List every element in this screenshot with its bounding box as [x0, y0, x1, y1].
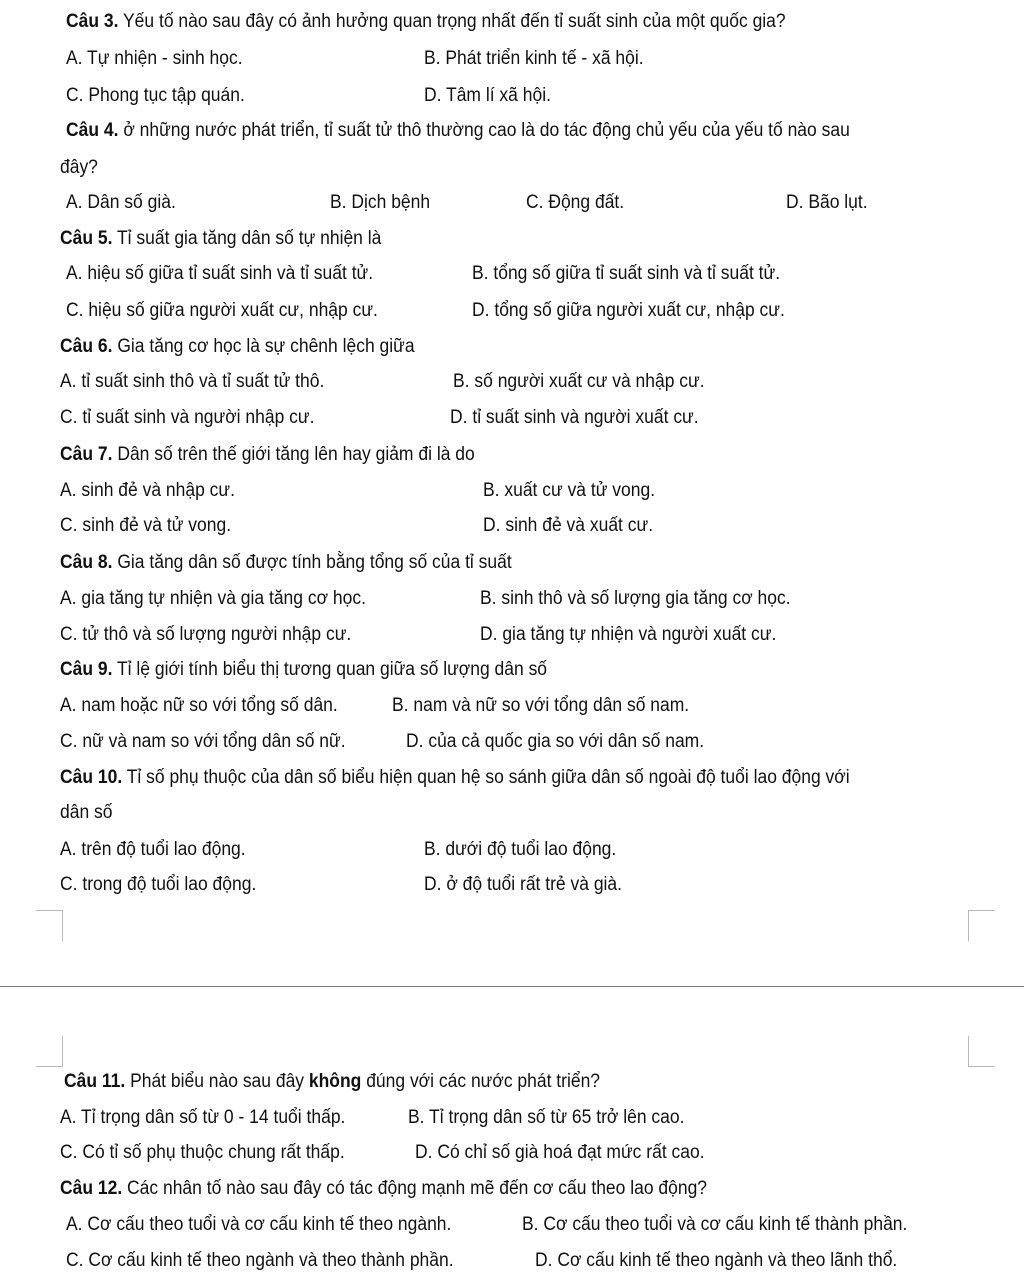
question-10-option-c: C. trong độ tuổi lao động. [60, 874, 257, 895]
question-3-option-a: A. Tự nhiện - sinh học. [66, 48, 243, 69]
question-3-option-c: C. Phong tục tập quán. [66, 85, 245, 106]
question-7-stem: Câu 7. Dân số trên thế giới tăng lên hay giảm đi là do [60, 444, 475, 465]
question-11-option-d: D. Có chỉ số già hoá đạt mức rất cao. [415, 1142, 705, 1163]
question-10-option-a: A. trên độ tuổi lao động. [60, 839, 246, 860]
question-5-stem: Câu 5. Tỉ suất gia tăng dân số tự nhiện là [60, 228, 382, 249]
question-5-option-b: B. tổng số giữa tỉ suất sinh và tỉ suất tử. [472, 263, 781, 284]
question-5-option-c: C. hiệu số giữa người xuất cư, nhập cư. [66, 300, 378, 321]
question-7-option-d: D. sinh đẻ và xuất cư. [483, 515, 654, 536]
question-6-option-d: D. tỉ suất sinh và người xuất cư. [450, 407, 699, 428]
question-10-stem-continued: dân số [60, 802, 113, 823]
question-12-option-a: A. Cơ cấu theo tuổi và cơ cấu kinh tế theo ngành. [66, 1214, 452, 1235]
question-8-stem: Câu 8. Gia tăng dân số được tính bằng tổng số của tỉ suất [60, 552, 512, 573]
question-10-stem: Câu 10. Tỉ số phụ thuộc của dân số biểu hiện quan hệ so sánh giữa dân số ngoài độ tuổi lao động với [60, 767, 850, 788]
question-12-stem: Câu 12. Các nhân tố nào sau đây có tác động mạnh mẽ đến cơ cấu theo lao động? [60, 1178, 708, 1199]
question-9-option-b: B. nam và nữ so với tổng dân số nam. [392, 695, 690, 716]
question-4-option-d: D. Bão lụt. [786, 192, 868, 213]
question-4-stem-continued: đây? [60, 157, 98, 178]
question-8-option-c: C. tử thô và số lượng người nhập cư. [60, 624, 352, 645]
question-6-option-c: C. tỉ suất sinh và người nhập cư. [60, 407, 315, 428]
question-6-option-a: A. tỉ suất sinh thô và tỉ suất tử thô. [60, 371, 325, 392]
question-3-option-b: B. Phát triển kinh tế - xã hội. [424, 48, 644, 69]
question-7-option-c: C. sinh đẻ và tử vong. [60, 515, 232, 536]
question-12-option-d: D. Cơ cấu kinh tế theo ngành và theo lãnh thổ. [535, 1250, 898, 1271]
question-4-option-c: C. Động đất. [526, 192, 625, 213]
question-8-option-a: A. gia tăng tự nhiện và gia tăng cơ học. [60, 588, 366, 609]
question-9-stem: Câu 9. Tỉ lệ giới tính biểu thị tương quan giữa số lượng dân số [60, 659, 548, 680]
question-12-option-b: B. Cơ cấu theo tuổi và cơ cấu kinh tế thành phần. [522, 1214, 908, 1235]
question-11-option-b: B. Tỉ trọng dân số từ 65 trở lên cao. [408, 1107, 685, 1128]
question-11-stem: Câu 11. Phát biểu nào sau đây không đúng với các nước phát triển? [64, 1071, 601, 1092]
page-break-divider [0, 986, 1024, 987]
question-9-option-d: D. của cả quốc gia so với dân số nam. [406, 731, 705, 752]
question-12-option-c: C. Cơ cấu kinh tế theo ngành và theo thành phần. [66, 1250, 454, 1271]
question-3-option-d: D. Tâm lí xã hội. [424, 85, 551, 106]
question-7-option-b: B. xuất cư và tử vong. [483, 480, 656, 501]
crop-mark-top-left [36, 910, 63, 941]
question-7-option-a: A. sinh đẻ và nhập cư. [60, 480, 235, 501]
question-4-option-b: B. Dịch bệnh [330, 192, 431, 213]
question-9-option-c: C. nữ và nam so với tổng dân số nữ. [60, 731, 346, 752]
question-10-option-b: B. dưới độ tuổi lao động. [424, 839, 617, 860]
question-5-option-d: D. tổng số giữa người xuất cư, nhập cư. [472, 300, 785, 321]
question-4-option-a: A. Dân số già. [66, 192, 176, 213]
question-10-option-d: D. ở độ tuổi rất trẻ và già. [424, 874, 623, 895]
question-5-option-a: A. hiệu số giữa tỉ suất sinh và tỉ suất tử. [66, 263, 374, 284]
question-6-stem: Câu 6. Gia tăng cơ học là sự chênh lệch giữa [60, 336, 415, 357]
question-11-option-a: A. Tỉ trọng dân số từ 0 - 14 tuổi thấp. [60, 1107, 346, 1128]
question-9-option-a: A. nam hoặc nữ so với tổng số dân. [60, 695, 338, 716]
crop-mark-bottom-right [968, 1036, 995, 1067]
crop-mark-top-right [968, 910, 995, 941]
question-4-stem: Câu 4. ở những nước phát triển, tỉ suất tử thô thường cao là do tác động chủ yếu của yếu tố nào sau [66, 120, 850, 141]
question-11-option-c: C. Có tỉ số phụ thuộc chung rất thấp. [60, 1142, 345, 1163]
crop-mark-bottom-left [36, 1036, 63, 1067]
question-8-option-d: D. gia tăng tự nhiện và người xuất cư. [480, 624, 777, 645]
question-6-option-b: B. số người xuất cư và nhập cư. [453, 371, 705, 392]
question-3-stem: Câu 3. Yếu tố nào sau đây có ảnh hưởng quan trọng nhất đến tỉ suất sinh của một quốc gia? [66, 11, 786, 32]
question-8-option-b: B. sinh thô và số lượng gia tăng cơ học. [480, 588, 791, 609]
